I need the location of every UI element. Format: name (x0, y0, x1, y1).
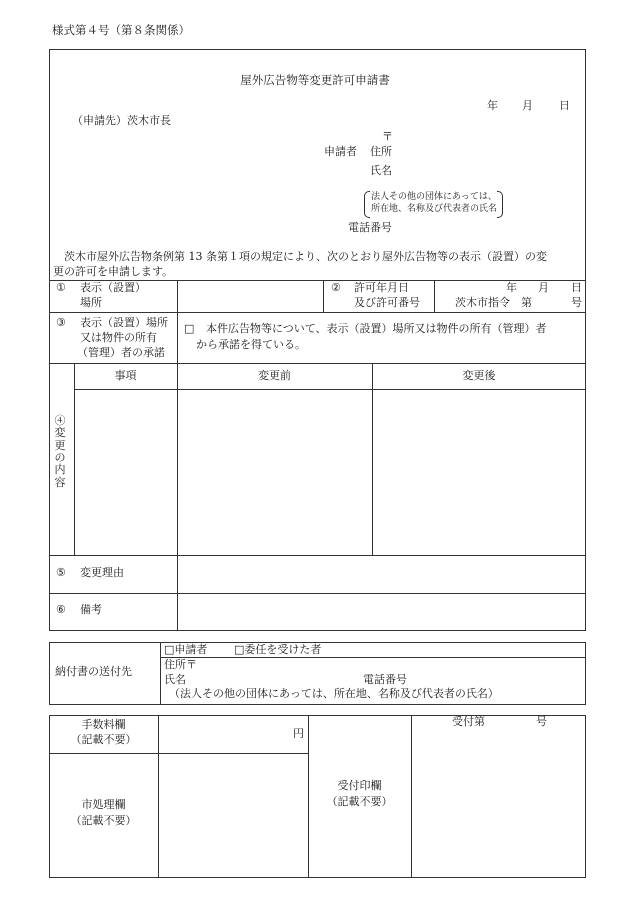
applicant-label: 申請者 (324, 145, 357, 158)
col-header-item: 事項 (114, 369, 137, 382)
row2-label-line2: 及び許可番号 (354, 296, 420, 309)
corp-note-line2: 所在地、名称及び代表者の氏名 (371, 204, 498, 214)
row3-top-line (49, 312, 586, 313)
row5-number: ⑤ (56, 566, 66, 579)
note-bracket-right (497, 191, 503, 218)
col-header-before: 変更前 (258, 369, 291, 382)
row3-number: ③ (56, 316, 66, 329)
corp-note-line1: 法人その他の団体にあっては、 (371, 192, 497, 202)
invoice-option-delegate[interactable]: □委任を受けた者 (234, 643, 322, 656)
applicant-address-label: 住所 (370, 145, 392, 158)
permit-number-suffix: 号 (571, 296, 582, 309)
row4-top-line (49, 363, 586, 364)
vertical-label-col-line (74, 363, 75, 555)
permit-designation: 茨木市指令 第 (455, 296, 532, 309)
reception-stamp-label-line2: （記載不要） (326, 795, 393, 808)
row6-number: ⑥ (56, 603, 66, 616)
receipt-number-prefix: 受付第 (452, 715, 485, 728)
intro-line1: 茨木市屋外広告物条例第 13 条第１項の規定により、次のとおり屋外広告物等の表示（設置）の変 (64, 250, 547, 263)
row1-label-line2: 場所 (80, 296, 102, 309)
office-col3-line (411, 715, 412, 878)
receipt-number-suffix: 号 (536, 715, 547, 728)
col-header-after: 変更後 (462, 369, 496, 382)
row1-number: ① (56, 281, 66, 294)
yen-label: 円 (293, 727, 304, 740)
row5-label: 変更理由 (80, 566, 124, 579)
label-col-line-lower (177, 363, 178, 631)
intro-line2: 更の許可を申請します。 (53, 265, 174, 278)
before-after-divider (372, 363, 373, 555)
date-day-label: 日 (559, 99, 570, 112)
invoice-option-applicant[interactable]: □申請者 (164, 643, 208, 656)
change-contents-vertical-label: ④変更の内容 (54, 414, 66, 489)
consent-text-line2: から承諾を得ている。 (196, 338, 306, 351)
invoice-label: 納付書の送付先 (55, 665, 132, 678)
row3-label-line3: （管理）者の承諾 (77, 346, 165, 359)
row6-label: 備考 (80, 603, 102, 616)
applicant-phone-label: 電話番号 (348, 221, 392, 234)
note-bracket-left (364, 191, 370, 218)
row6-top-line (49, 593, 586, 594)
consent-text-line1: 本件広告物等について、表示（設置）場所又は物件の所有（管理）者 (206, 322, 547, 335)
reception-stamp-label-line1: 受付印欄 (337, 779, 382, 792)
permit-month-label: 月 (538, 281, 549, 294)
row1-label-line1: 表示（設置） (80, 281, 146, 294)
office-fee-line (49, 753, 308, 754)
addressee: （申請先）茨木市長 (72, 114, 171, 127)
row4-header-line (74, 389, 586, 390)
invoice-corp-note: （法人その他の団体にあっては、所在地、名称及び代表者の氏名） (169, 687, 499, 700)
row2-left-line (323, 280, 324, 312)
invoice-divider (160, 642, 161, 705)
postal-mark: 〒 (382, 130, 393, 143)
row3-label-line2: 又は物件の所有 (80, 331, 157, 344)
fee-label-line1: 手数料欄 (81, 718, 126, 731)
invoice-phone-label: 電話番号 (363, 673, 407, 686)
row5-top-line (49, 555, 586, 556)
permit-year-label: 年 (506, 281, 517, 294)
fee-label-line2: （記載不要） (70, 733, 137, 746)
city-processing-label-line2: （記載不要） (70, 814, 137, 827)
row2-right-line (434, 280, 435, 312)
label-col-line-upper (177, 280, 178, 363)
date-month-label: 月 (522, 99, 533, 112)
form-number: 様式第４号（第８条関係） (52, 23, 190, 37)
row3-label-line1: 表示（設置）場所 (80, 316, 168, 329)
invoice-address-label: 住所〒 (164, 658, 197, 671)
invoice-options-line (160, 657, 586, 658)
applicant-name-label: 氏名 (370, 164, 392, 177)
date-year-label: 年 (487, 99, 498, 112)
invoice-name-label: 氏名 (164, 673, 186, 686)
row2-number: ② (331, 281, 341, 294)
office-col1-line (158, 715, 159, 878)
city-processing-label-line1: 市処理欄 (81, 798, 126, 811)
permit-day-label: 日 (571, 281, 582, 294)
row2-label-line1: 許可年月日 (354, 281, 409, 294)
form-title: 屋外広告物等変更許可申請書 (240, 73, 390, 87)
consent-checkbox[interactable]: □ (184, 322, 195, 335)
